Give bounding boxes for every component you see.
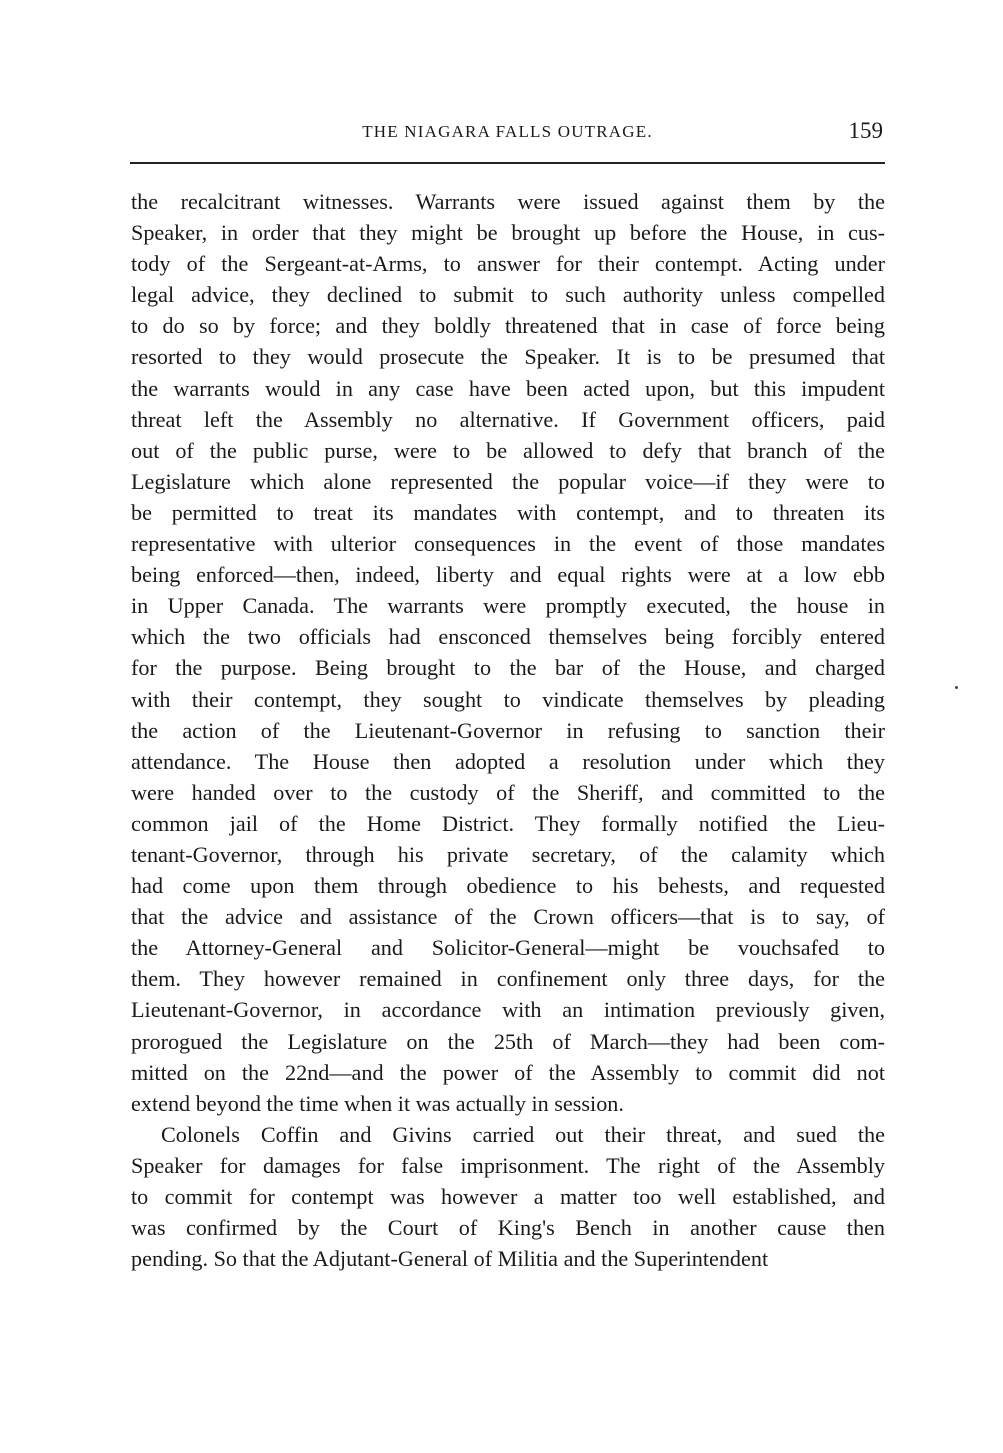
text-line: to commit for contempt was however a matter too well established, and [131, 1184, 885, 1209]
text-line: extend beyond the time when it was actually in session. [131, 1090, 624, 1116]
text-line: attendance. The House then adopted a resolution under which they [131, 748, 885, 774]
text-line: out of the public purse, were to be allowed to defy that branch of the [131, 437, 885, 463]
text-line: threat left the Assembly no alternative. If Government officers, paid [131, 406, 885, 432]
text-line: common jail of the Home District. They formally notified the Lieu- [131, 810, 885, 836]
text-line: Speaker, in order that they might be brought up before the House, in cus- [131, 220, 885, 246]
text-line: legal advice, they declined to submit to such authority unless compelled [131, 282, 885, 308]
text-line: the Attorney-General and Solicitor-General—might be vouchsafed to [131, 935, 885, 961]
text-line: were handed over to the custody of the Sheriff, and committed to the [131, 779, 885, 805]
text-line: which the two officials had ensconced themselves being forcibly entered [131, 624, 885, 650]
header-rule [130, 162, 885, 164]
text-line: mitted on the 22nd—and the power of the Assembly to commit did not [131, 1059, 885, 1085]
text-line: the action of the Lieutenant-Governor in refusing to sanction their [131, 717, 885, 743]
text-line: resorted to they would prosecute the Speaker. It is to be presumed that [131, 344, 885, 370]
text-line: tenant-Governor, through his private secretary, of the calamity which [131, 841, 885, 867]
text-line: prorogued the Legislature on the 25th of March—they had been com- [131, 1028, 885, 1054]
text-line: tody of the Sergeant-at-Arms, to answer for their contempt. Acting under [131, 251, 885, 277]
text-line: Legislature which alone represented the popular voice—if they were to [131, 468, 885, 494]
text-line: Colonels Coffin and Givins carried out their threat, and sued the [161, 1121, 885, 1147]
page-number: 159 [848, 118, 883, 143]
text-line: be permitted to treat its mandates with contempt, and to threaten its [131, 499, 885, 525]
text-line: in Upper Canada. The warrants were promptly executed, the house in [131, 593, 885, 619]
ink-speck [955, 686, 958, 689]
paragraph [131, 1119, 885, 1274]
text-line: with their contempt, they sought to vindicate themselves by pleading [131, 686, 885, 712]
running-head [130, 118, 885, 148]
text-line: being enforced—then, indeed, liberty and equal rights were at a low ebb [131, 562, 885, 588]
paragraph [131, 186, 885, 1119]
running-title: THE NIAGARA FALLS OUTRAGE. [362, 122, 653, 141]
text-line: was confirmed by the Court of King's Bench in another cause then [131, 1215, 885, 1241]
text-line: them. They however remained in confinement only three days, for the [131, 966, 885, 992]
text-line: the recalcitrant witnesses. Warrants were issued against them by the [131, 189, 885, 214]
text-line: representative with ulterior consequences in the event of those mandates [131, 531, 885, 557]
text-line: Lieutenant-Governor, in accordance with an intimation previously given, [131, 997, 885, 1023]
text-line: for the purpose. Being brought to the bar of the House, and charged [131, 655, 885, 681]
body-text [131, 186, 885, 1274]
text-line: had come upon them through obedience to his behests, and requested [131, 873, 885, 899]
text-line: the warrants would in any case have been acted upon, but this impudent [131, 375, 885, 401]
text-line: Speaker for damages for false imprisonment. The right of the Assembly [131, 1152, 885, 1178]
text-line: that the advice and assistance of the Crown officers—that is to say, of [131, 904, 885, 930]
text-line: to do so by force; and they boldly threatened that in case of force being [131, 313, 885, 339]
text-line: pending. So that the Adjutant-General of Militia and the Superintendent [131, 1246, 769, 1272]
